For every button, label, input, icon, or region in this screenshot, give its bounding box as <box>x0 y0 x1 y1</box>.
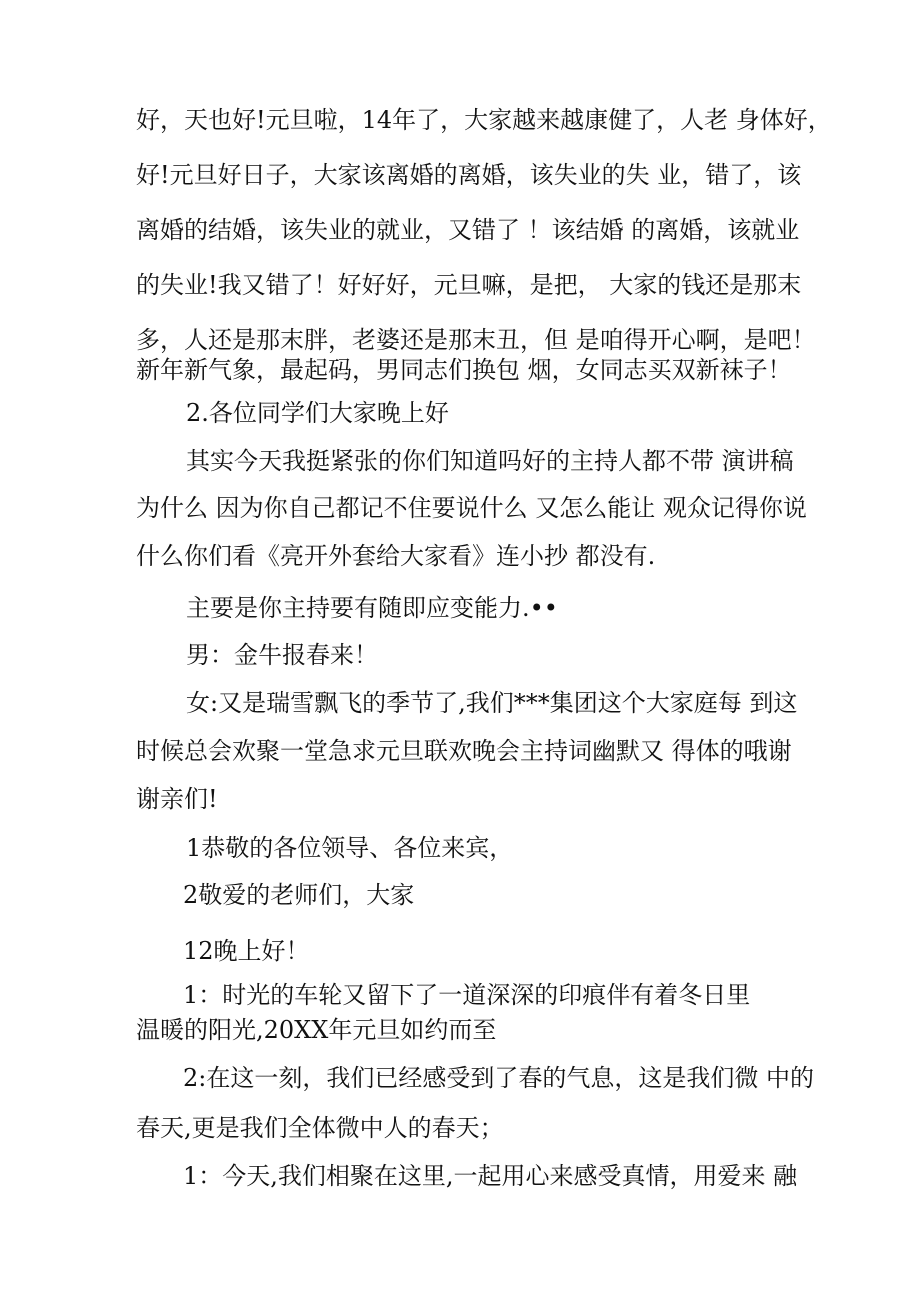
text-line: 其实今天我挺紧张的你们知道吗好的主持人都不带 演讲稿 <box>186 447 794 475</box>
text-line: 什么你们看《亮开外套给大家看》连小抄 都没有. <box>136 542 656 570</box>
text-line: 温暖的阳光,20XX年元旦如约而至 <box>136 1016 497 1044</box>
text-line: 谢亲们! <box>136 785 218 813</box>
text-line: 春天,更是我们全体微中人的春天； <box>136 1114 504 1142</box>
text-line: 好!元旦好日子，大家该离婚的离婚，该失业的失 业，错了，该 <box>136 161 802 189</box>
text-line: 主要是你主持要有随即应变能力.•• <box>186 594 558 622</box>
text-line: 好，天也好!元旦啦，14年了，大家越来越康健了，人老 身体好， <box>136 106 832 134</box>
text-line: 12晚上好！ <box>183 937 310 965</box>
text-line: 1：今天,我们相聚在这里,一起用心来感受真情，用爱来 融 <box>183 1162 798 1190</box>
text-line: 多，人还是那末胖，老婆还是那末丑，但 是咱得开心啊，是吧！ <box>136 326 816 354</box>
text-line: 女:又是瑞雪飘飞的季节了,我们***集团这个大家庭每 到这 <box>186 689 798 717</box>
text-line: 2.各位同学们大家晚上好 <box>186 399 449 427</box>
text-line: 的失业!我又错了！好好好，元旦嘛，是把， 大家的钱还是那末 <box>136 271 802 299</box>
text-line: 时候总会欢聚一堂急求元旦联欢晚会主持词幽默又 得体的哦谢 <box>136 737 792 765</box>
text-line: 2:在这一刻，我们已经感受到了春的气息，这是我们微 中的 <box>183 1064 814 1092</box>
text-line: 1：时光的车轮又留下了一道深深的印痕伴有着冬日里 <box>183 981 751 1009</box>
text-line: 为什么 因为你自己都记不住要说什么 又怎么能让 观众记得你说 <box>136 494 807 522</box>
text-line: 新年新气象，最起码，男同志们换包 烟，女同志买双新袜子！ <box>136 356 792 384</box>
text-line: 离婚的结婚，该失业的就业，又错了 ！该结婚 的离婚，该就业 <box>136 216 800 244</box>
text-line: 2敬爱的老师们，大家 <box>183 881 415 909</box>
text-line: 1恭敬的各位领导、各位来宾， <box>186 834 514 862</box>
text-line: 男：金牛报春来！ <box>186 641 378 669</box>
